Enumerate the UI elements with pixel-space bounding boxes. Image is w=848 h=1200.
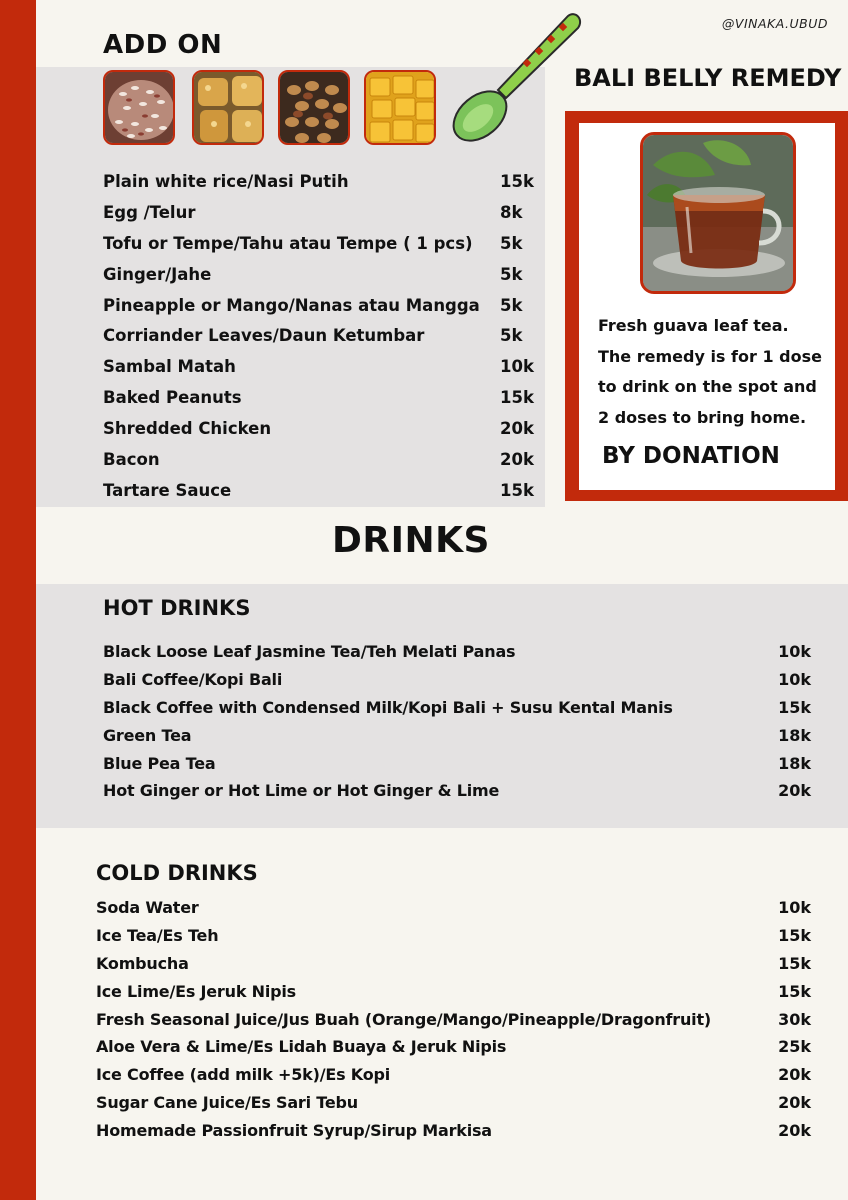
list-item xyxy=(103,721,813,749)
item-price: 5k xyxy=(500,264,523,284)
item-price: 10k xyxy=(778,898,811,918)
list-item xyxy=(96,950,813,978)
list-item xyxy=(96,922,813,950)
list-item xyxy=(103,413,539,444)
list-item xyxy=(103,197,539,228)
list-item xyxy=(96,1116,813,1144)
instagram-handle: @VINAKA.UBUD xyxy=(721,16,828,31)
item-price: 15k xyxy=(778,926,811,946)
addon-list xyxy=(103,166,539,506)
item-name: Pineapple or Mango/Nanas atau Mangga xyxy=(103,295,480,315)
list-item xyxy=(103,749,813,777)
item-price: 15k xyxy=(500,171,534,191)
item-price: 15k xyxy=(778,953,811,973)
peanuts-photo xyxy=(278,70,350,145)
hot-drinks-title: HOT DRINKS xyxy=(103,596,251,620)
list-item xyxy=(96,1005,813,1033)
item-name: Ice Tea/Es Teh xyxy=(96,926,219,946)
item-price: 20k xyxy=(778,1065,811,1085)
item-price: 10k xyxy=(778,670,811,690)
list-item xyxy=(96,1061,813,1089)
item-name: Bali Coffee/Kopi Bali xyxy=(103,670,283,690)
left-accent-bar xyxy=(0,0,36,1200)
spoon-illustration xyxy=(448,6,584,146)
item-price: 10k xyxy=(500,357,534,377)
item-price: 20k xyxy=(500,419,534,439)
list-item xyxy=(103,259,539,290)
list-item xyxy=(96,977,813,1005)
item-name: Homemade Passionfruit Syrup/Sirup Markisa xyxy=(96,1120,492,1140)
item-name: Corriander Leaves/Daun Ketumbar xyxy=(103,326,425,346)
item-price: 15k xyxy=(778,697,811,717)
list-item xyxy=(103,475,539,506)
item-name: Black Coffee with Condensed Milk/Kopi Bali + Susu Kental Manis xyxy=(103,697,673,717)
list-item xyxy=(103,228,539,259)
item-name: Ice Lime/Es Jeruk Nipis xyxy=(96,981,296,1001)
list-item xyxy=(103,290,539,321)
item-name: Egg /Telur xyxy=(103,202,196,222)
item-name: Bacon xyxy=(103,449,160,469)
cold-drinks-list xyxy=(96,894,813,1144)
list-item xyxy=(96,894,813,922)
item-name: Ice Coffee (add milk +5k)/Es Kopi xyxy=(96,1065,391,1085)
list-item xyxy=(103,694,813,722)
item-name: Aloe Vera & Lime/Es Lidah Buaya & Jeruk Nipis xyxy=(96,1037,507,1057)
item-name: Sugar Cane Juice/Es Sari Tebu xyxy=(96,1092,358,1112)
item-price: 20k xyxy=(778,1092,811,1112)
item-name: Black Loose Leaf Jasmine Tea/Teh Melati Panas xyxy=(103,642,516,662)
item-price: 18k xyxy=(778,753,811,773)
mango-photo xyxy=(364,70,436,145)
remedy-title: BALI BELLY REMEDY xyxy=(574,64,842,92)
item-name: Green Tea xyxy=(103,725,192,745)
item-price: 25k xyxy=(778,1037,811,1057)
list-item xyxy=(103,638,813,666)
list-item xyxy=(96,1089,813,1117)
list-item xyxy=(103,351,539,382)
remedy-box xyxy=(565,111,848,501)
item-name: Sambal Matah xyxy=(103,357,236,377)
hot-drinks-list xyxy=(103,638,813,805)
rice-photo xyxy=(103,70,175,145)
item-price: 15k xyxy=(500,480,534,500)
remedy-line: to drink on the spot and xyxy=(598,377,817,397)
item-name: Shredded Chicken xyxy=(103,419,272,439)
list-item xyxy=(103,777,813,805)
item-name: Ginger/Jahe xyxy=(103,264,212,284)
cold-drinks-title: COLD DRINKS xyxy=(96,861,258,885)
guava-tea-photo xyxy=(640,132,796,294)
item-price: 15k xyxy=(500,388,534,408)
item-name: Plain white rice/Nasi Putih xyxy=(103,171,349,191)
remedy-line: The remedy is for 1 dose xyxy=(598,346,822,366)
item-price: 20k xyxy=(500,449,534,469)
remedy-line: Fresh guava leaf tea. xyxy=(598,316,789,335)
list-item xyxy=(103,166,539,197)
drinks-title: DRINKS xyxy=(332,520,490,561)
item-name: Soda Water xyxy=(96,898,199,918)
item-name: Hot Ginger or Hot Lime or Hot Ginger & Lime xyxy=(103,781,500,801)
item-price: 5k xyxy=(500,233,523,253)
item-price: 5k xyxy=(500,326,523,346)
list-item xyxy=(103,382,539,413)
item-price: 5k xyxy=(500,295,523,315)
item-name: Tartare Sauce xyxy=(103,480,232,500)
tempeh-photo xyxy=(192,70,264,145)
list-item xyxy=(103,444,539,475)
item-name: Tofu or Tempe/Tahu atau Tempe ( 1 pcs) xyxy=(103,233,473,253)
donation-label: BY DONATION xyxy=(602,443,780,469)
item-price: 30k xyxy=(778,1009,811,1029)
item-name: Blue Pea Tea xyxy=(103,753,216,773)
item-name: Baked Peanuts xyxy=(103,388,242,408)
addon-title: ADD ON xyxy=(103,30,223,60)
list-item xyxy=(103,320,539,351)
item-name: Fresh Seasonal Juice/Jus Buah (Orange/Mango/Pineapple/Dragonfruit) xyxy=(96,1009,712,1029)
item-price: 20k xyxy=(778,1120,811,1140)
list-item xyxy=(103,666,813,694)
item-price: 15k xyxy=(778,981,811,1001)
item-price: 18k xyxy=(778,725,811,745)
list-item xyxy=(96,1033,813,1061)
item-price: 10k xyxy=(778,642,811,662)
remedy-description xyxy=(598,311,834,433)
remedy-card xyxy=(579,123,835,490)
item-name: Kombucha xyxy=(96,953,189,973)
item-price: 8k xyxy=(500,202,523,222)
remedy-line: 2 doses to bring home. xyxy=(598,407,807,427)
item-price: 20k xyxy=(778,781,811,801)
